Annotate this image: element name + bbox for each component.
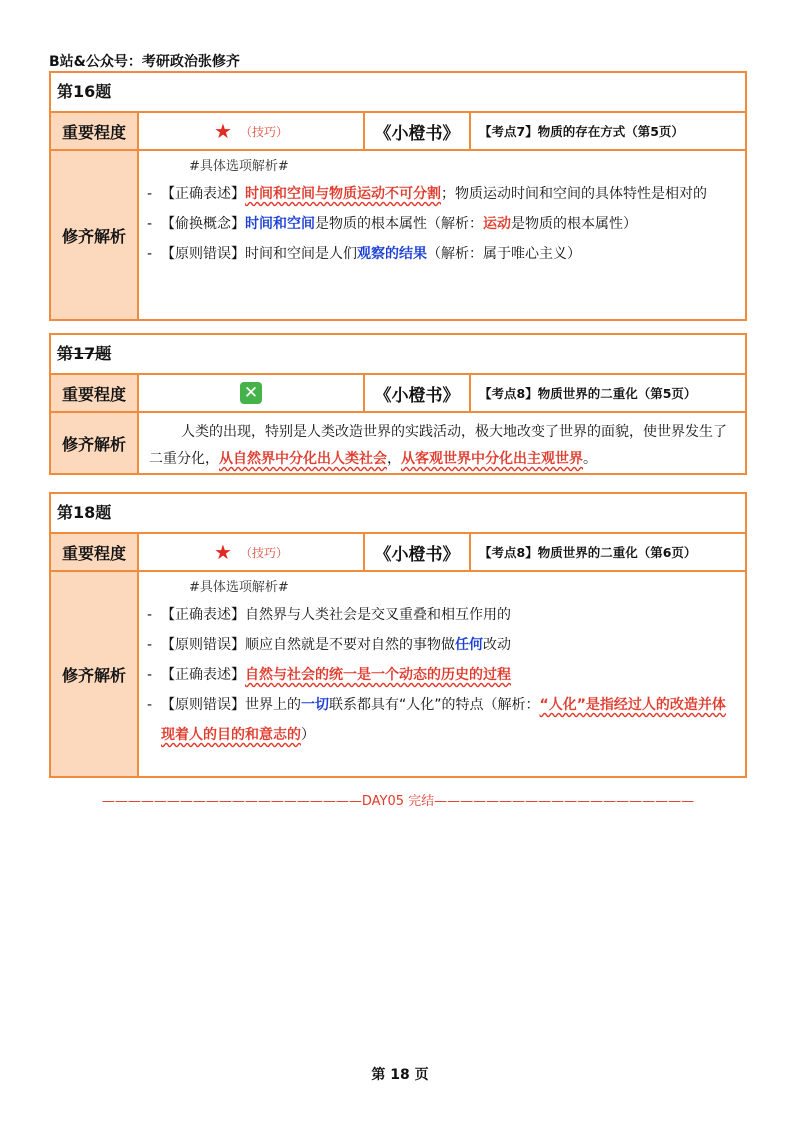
analysis-label: 修齐解析 [51,151,139,319]
option-highlight: 一切 [301,697,329,713]
bullet-dash: - [147,216,153,232]
option-text: 是物质的根本属性（解析： [315,216,483,232]
analysis-body [139,413,745,473]
option-item [147,209,739,239]
option-highlight: 时间和空间与物质运动不可分割 [245,186,441,202]
star-icon: ★ [214,540,232,564]
question-title: 第18题 [51,494,745,534]
importance-row [51,113,745,151]
analysis-body [139,572,745,776]
question-title-text: 第17题 [57,344,112,363]
analysis-paragraph [147,417,739,475]
option-highlight: 任何 [455,637,483,653]
importance-value [139,375,365,411]
option-text: 时间和空间是人们 [245,246,357,262]
star-icon: ★ [214,119,232,143]
keypoint: 【考点8】物质世界的二重化（第6页） [479,545,697,560]
book-name: 《小橙书》 [365,113,471,149]
option-item [147,660,739,690]
analysis-label: 修齐解析 [51,413,139,473]
option-highlight: 时间和空间 [245,216,315,232]
skill-tag: （技巧） [239,124,288,139]
option-highlight: 观察的结果 [357,246,427,262]
bullet-dash: - [147,697,153,713]
option-highlight: “人化”是指经过人的改造并体现着人的目的和意志的 [161,697,726,743]
option-tag: 【偷换概念】 [161,216,245,232]
option-highlight: 运动 [483,216,511,232]
keypoint: 【考点8】物质世界的二重化（第5页） [479,386,697,401]
importance-label: 重要程度 [51,113,139,149]
question-title: 第16题 [51,73,745,113]
option-tag: 【原则错误】 [161,246,245,262]
bullet-dash: - [147,246,153,262]
option-tag: 【正确表述】 [161,607,245,623]
option-item [147,600,739,630]
analysis-row [51,413,745,473]
option-item [147,630,739,660]
question-16-card [49,71,747,321]
option-text: （解析：属于唯心主义） [427,246,581,262]
paragraph-highlight: 从客观世界中分化出主观世界 [401,451,583,467]
importance-label: 重要程度 [51,375,139,411]
option-item [147,239,739,269]
option-item [147,690,739,750]
option-text: ） [301,727,315,743]
importance-row [51,534,745,572]
option-text: 是物质的根本属性） [511,216,637,232]
question-18-card [49,492,747,778]
cross-mark-icon: ✕ [240,382,262,404]
importance-row [51,375,745,413]
option-tag: 【正确表述】 [161,667,245,683]
analysis-body [139,151,745,319]
option-highlight: 自然与社会的统一是一个动态的历史的过程 [245,667,511,683]
option-text: 联系都具有“人化”的特点（解析： [329,697,540,713]
book-name: 《小橙书》 [365,534,471,570]
bullet-dash: - [147,637,153,653]
page-number: 第 18 页 [371,1067,429,1083]
analysis-label: 修齐解析 [51,572,139,776]
paragraph-text: 。 [583,451,597,467]
paragraph-highlight: 从自然界中分化出人类社会 [219,451,387,467]
paragraph-text: 人类的出现，特别是人类改造世界的实践活动，极大地改变了世界的面貌，使世界发生了二重分化， [149,424,727,467]
importance-label: 重要程度 [51,534,139,570]
option-text: 顺应自然就是不要对自然的事物做 [245,637,455,653]
option-item [147,179,739,209]
day-complete-divider: ————————————————————DAY05 完结———————————————————— [101,794,695,809]
option-text: 世界上的 [245,697,301,713]
option-text: 自然界与人类社会是交叉重叠和相互作用的 [245,607,511,623]
importance-value [139,113,365,149]
option-text: ；物质运动时间和空间的具体特性是相对的 [441,186,707,202]
paragraph-text: ， [387,451,401,467]
analysis-row [51,572,745,776]
header-source: B站&公众号：考研政治张修齐 [49,54,240,70]
option-tag: 【原则错误】 [161,637,245,653]
bullet-dash: - [147,186,153,202]
option-text: 改动 [483,637,511,653]
question-title [51,335,745,375]
question-17-card [49,333,747,475]
keypoint: 【考点7】物质的存在方式（第5页） [479,124,684,139]
book-name: 《小橙书》 [365,375,471,411]
importance-value [139,534,365,570]
bullet-dash: - [147,607,153,623]
analysis-row [51,151,745,319]
options-heading: #具体选项解析# [189,580,289,595]
skill-tag: （技巧） [239,545,288,560]
option-tag: 【正确表述】 [161,186,245,202]
options-heading: #具体选项解析# [189,159,289,174]
option-tag: 【原则错误】 [161,697,245,713]
bullet-dash: - [147,667,153,683]
